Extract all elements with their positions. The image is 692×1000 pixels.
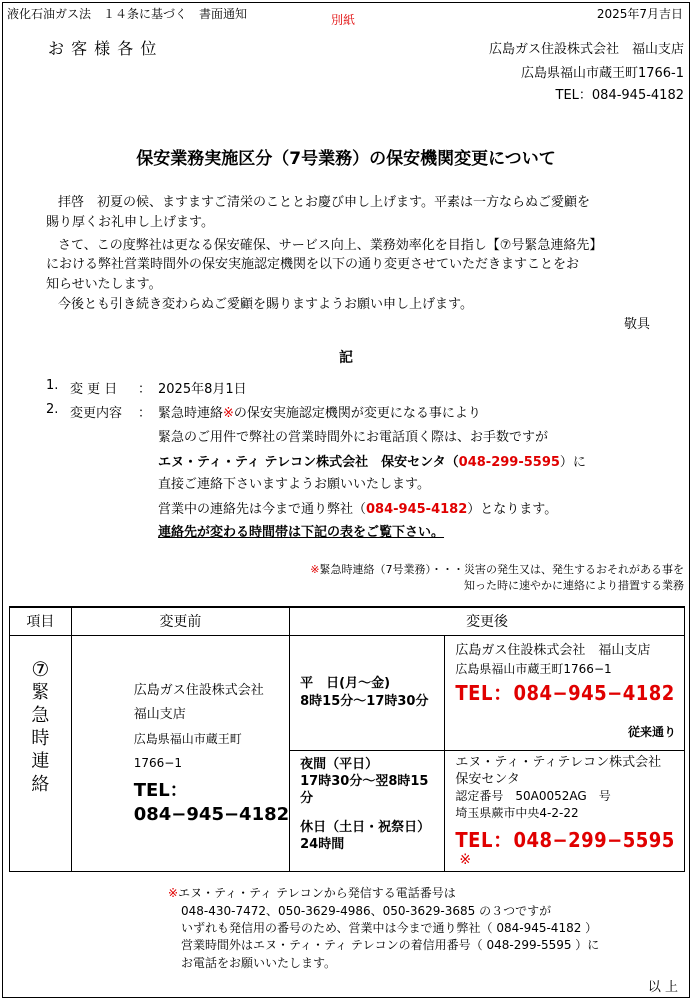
day-hours-cell [290,635,445,750]
footnote-bottom-line-5: お電話をお願いいたします。 [181,956,337,970]
item2-line-5: 営業中の連絡先は今まで通り弊社（084-945-4182）となります。 [158,502,558,517]
night-hours-line-1: 17時30分～翌8時15 [300,773,429,789]
item2-line-3: エヌ・ティ・ティ テレコン株式会社 保安センタ（048-299-5595）に [158,455,586,470]
sender-company: 広島ガス住設株式会社 福山支店 [488,42,684,57]
footnote-emergency-line-1: ※緊急時連絡（7号業務）・・・災害の発生又は、発生するおそれがある事を [310,563,684,576]
change-table [9,606,685,872]
day-note: 従来通り [627,724,676,739]
before-branch: 福山支店 [133,707,186,722]
header-item: 項目 [10,607,72,635]
before-company: 広島ガス住設株式会社 [133,683,264,698]
night-hours-cell [290,750,445,871]
night-tel: TEL：048−299−5595 [455,827,675,852]
holiday-hours: 24時間 [300,836,345,852]
item-char: 連 [31,750,50,772]
night-tel-row [455,827,684,869]
item-char: 緊 [31,681,50,703]
ijo-end-mark: 以 上 [647,980,678,995]
item2-line-2: 緊急のご用件で弊社の営業時間外にお電話頂く際は、お手数ですが [158,430,549,445]
greeting-line-1: 拝啓 初夏の候、ますますご清栄のこととお慶び申し上げます。平素は一方ならぬご愛顧を [58,195,590,210]
item2-label: 変更内容 [70,406,123,421]
item2-line-6: 連絡先が変わる時間帯は下記の表をご覧下さい。 [158,525,445,540]
day-address: 広島県福山市蔵王町1766−1 [455,661,612,676]
footnote-emergency-line-2: 知った時に速やかに連絡により措置する業務 [464,579,684,592]
item1-value: 2025年8月1日 [158,382,247,397]
item2-number: 2. [46,402,59,417]
day-hours: 8時15分～17時30分 [300,693,429,709]
item1-number: 1. [46,378,59,393]
asterisk-mark: ※ [223,406,234,421]
day-contact-cell [445,635,685,750]
ki-heading: 記 [339,350,353,366]
before-cell [71,635,289,871]
recipient: お 客 様 各 位 [48,39,158,58]
day-company: 広島ガス住設株式会社 福山支店 [455,642,651,658]
sender-address: 広島県福山市蔵王町1766-1 [520,66,684,81]
hiroshima-tel: 084-945-4182 [366,502,468,517]
date: 2025年7月吉日 [596,7,683,21]
footnote-bottom-line-2: 048-430-7472、050-3629-4986、050-3629-3685 の３つですが [181,904,552,918]
night-tel-mark: ※ [459,851,472,868]
item-char: 絡 [31,773,50,795]
footnote-bottom-line-4: 営業時間外はエヌ・ティ・ティ テレコンの着信用番号（ 048-299-5595 ）に [181,938,600,952]
item-char: 時 [31,727,50,749]
item-cell [10,635,72,871]
sender-tel: TEL：084-945-4182 [555,88,684,103]
ntt-tel: 048-299-5595 [458,455,560,470]
holiday-label: 休日（土日・祝祭日） [300,819,431,835]
greeting-line-2: 賜り厚くお礼申し上げます。 [46,215,214,230]
footnote-bottom-line-3: いずれも発信用の番号のため、営業中は今まで通り弊社（ 084-945-4182 ） [181,921,598,935]
item2-line-4: 直接ご連絡下さいますようお願いいたします。 [158,477,430,492]
item-number-circle: ⑦ [31,656,50,681]
header-before: 変更前 [71,607,289,635]
before-address: 広島県福山市蔵王町1766−1 [133,732,242,770]
notice-line-2: における弊社営業時間外の保安実施認定機関を以下の通り変更させていただきますことをお [46,257,580,272]
night-contact-cell [445,750,685,871]
law-note: 液化石油ガス法 １４条に基づく 書面通知 [7,7,248,21]
header-after: 変更後 [290,607,685,635]
night-company: エヌ・ティ・ティテレコン株式会社 [455,754,662,770]
notice-line-3: 知らせいたします。 [46,277,162,292]
night-center: 保安センタ [455,771,520,787]
item1-colon: ： [138,382,152,397]
night-cert: 認定番号 50A0052AG 号 [455,788,611,803]
page-title: 保安業務実施区分（7号業務）の保安機関変更について [136,149,556,169]
item2-colon: ： [138,406,152,421]
item-char: 急 [31,704,50,726]
before-tel: TEL：084−945−4182 [133,780,290,825]
notice-line-1: さて、この度弊社は更なる保安確保、サービス向上、業務効率化を目指し【⑦号緊急連絡先】 [58,238,603,253]
item2-line-1: 緊急時連絡※の保安実施認定機関が変更になる事により [158,406,481,421]
night-hours-line-2: 分 [300,790,314,806]
closing-paragraph: 今後とも引き続き変わらぬご愛顧を賜りますようお願い申し上げます。 [58,297,473,312]
day-label: 平 日(月～金) [300,675,391,691]
footnote-bottom-line-1: ※エヌ・ティ・ティ テレコンから発信する電話番号は [168,886,456,900]
day-tel: TEL：084−945−4182 [455,680,675,705]
attachment-label: 別紙 [331,13,356,27]
keigu: 敬具 [623,317,650,332]
night-address: 埼玉県蕨市中央4-2-22 [455,805,579,820]
night-label: 夜間（平日） [300,756,379,772]
item1-label: 変 更 日 [70,382,118,397]
